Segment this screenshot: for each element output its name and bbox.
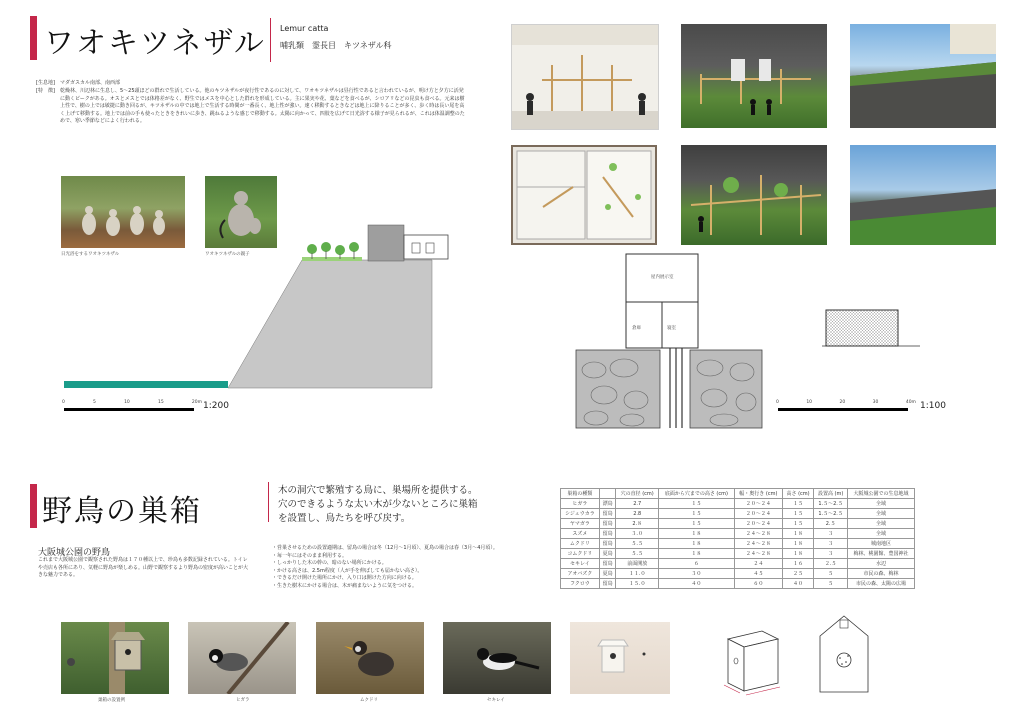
site-photo-1: [850, 24, 996, 128]
scale-tick: 20m: [191, 400, 202, 405]
lead-line: 木の洞穴で繁殖する鳥に、巣場所を提供する。: [278, 485, 478, 496]
model-perspective-figure: [681, 145, 827, 245]
cell: 全域: [848, 519, 915, 529]
cell: 市民の森、太陽の広場: [848, 579, 915, 589]
cell: 留鳥: [599, 509, 616, 519]
cell: ５: [814, 569, 848, 579]
cell: 市民の森、梅林: [848, 569, 915, 579]
scale-tick: 30: [872, 400, 879, 405]
nestbox-example-photo: [61, 622, 169, 694]
cell: 留鳥: [599, 579, 616, 589]
birds-subtitle: 大阪城公園の野鳥: [38, 548, 111, 558]
table-header-row: [561, 489, 915, 499]
classification: 哺乳類 霊長目 キツネザル科: [280, 41, 392, 50]
plan-label-storage: 倉庫: [632, 326, 641, 331]
table-header: 巣箱の種類: [561, 489, 600, 499]
habitat-label: [生息地]: [36, 80, 55, 86]
mukudori-bird-figure: [316, 622, 424, 694]
birds-title: 野鳥の巣箱: [42, 494, 202, 529]
cell: 前面開放: [616, 559, 658, 569]
cell: ２０〜２４: [734, 499, 782, 509]
cell: セキレイ: [561, 559, 600, 569]
cell: シジュウカラ: [561, 509, 600, 519]
cell: １８: [658, 529, 734, 539]
cell: 夏鳥: [599, 569, 616, 579]
table-header: 穴の直径 (cm): [616, 489, 658, 499]
table-header: 高さ (cm): [782, 489, 813, 499]
cell: 城南地区: [848, 539, 915, 549]
note-item: ・営巣させるための設置適期は、留鳥の場合は冬（12月〜1月頃）、夏鳥の場合は春（3月〜4月頃）。: [272, 545, 498, 551]
cell: １５: [658, 519, 734, 529]
model-section-figure: [512, 25, 658, 129]
cell: ６: [658, 559, 734, 569]
table-row: [561, 579, 915, 589]
cell: １８: [782, 529, 813, 539]
section-scale-bar: [64, 408, 194, 411]
plan-scale-ticks: [776, 400, 916, 405]
cell: １５: [658, 509, 734, 519]
table-header: 大阪城公園での生息地域: [848, 489, 915, 499]
table-row: [561, 569, 915, 579]
cell: スズメ: [561, 529, 600, 539]
cell: 2.５: [814, 519, 848, 529]
wall-garden-figure: [850, 145, 996, 245]
habitat-value: マダガスカル南部、南西部: [60, 80, 121, 86]
note-item: ・毎一年にはそのまま利用する。: [272, 552, 348, 559]
site-photo-2: [850, 145, 996, 245]
cell: ２４〜２８: [734, 529, 782, 539]
higara-bird-figure: [188, 622, 296, 694]
cell: アオバズク: [561, 569, 600, 579]
cell: １５: [782, 499, 813, 509]
scale-tick: 15: [157, 400, 164, 405]
cell: ２０〜２４: [734, 519, 782, 529]
water-strip: [64, 381, 228, 388]
cell: １８: [658, 539, 734, 549]
nestbox-table: [560, 488, 915, 589]
scale-tick: 10: [124, 400, 130, 405]
sekirei-photo: [443, 622, 551, 694]
cell: 留鳥: [599, 529, 616, 539]
cell: コムクドリ: [561, 549, 600, 559]
cell: １６: [782, 559, 813, 569]
model-structure-figure: [681, 24, 827, 128]
scale-tick: 20: [839, 400, 846, 405]
photo-caption: 巣箱の設置例: [98, 698, 125, 703]
scale-tick: 40m: [905, 400, 916, 405]
table-header: 底面から穴までの高さ (cm): [658, 489, 734, 499]
lemur-enclosure-section: [60, 215, 480, 390]
cell: 1.５〜2.５: [814, 509, 848, 519]
table-row: [561, 519, 915, 529]
cell: ５: [814, 579, 848, 589]
cell: ２４〜２８: [734, 549, 782, 559]
cell: 留鳥: [599, 559, 616, 569]
plan-label-indoor: 屋内展示室: [651, 275, 674, 280]
cell: ４０: [782, 579, 813, 589]
note-item: ・できるだけ開けた場所にかけ、入り口は開けた方向に向ける。: [272, 575, 417, 581]
cell: ２.５: [814, 559, 848, 569]
higara-photo: [188, 622, 296, 694]
cell: ３.０: [616, 529, 658, 539]
cell: １５: [782, 519, 813, 529]
section-scale-ticks: [62, 400, 202, 405]
cell: 梅林、桃園館、豊国神社: [848, 549, 915, 559]
scale-tick: 0: [776, 400, 779, 405]
cell: 漂鳥: [599, 499, 616, 509]
lead-divider: [268, 482, 269, 522]
scale-tick: 5: [93, 400, 96, 405]
nestbox-on-tree-figure: [61, 622, 169, 694]
birds-lead: [278, 484, 478, 526]
cell: ４０: [658, 579, 734, 589]
photo1-caption: 日光浴をするワオキツネザル: [61, 252, 120, 257]
cell: １５: [782, 509, 813, 519]
cell: ２５: [782, 569, 813, 579]
model-photo-1: [511, 24, 659, 130]
nestbox-dimension-drawing: [718, 625, 788, 697]
cell: フクロウ: [561, 579, 600, 589]
cell: ４５: [734, 569, 782, 579]
nestbox-front-drawing: [814, 612, 874, 698]
cell: ヤマガラ: [561, 519, 600, 529]
cell: ６０: [734, 579, 782, 589]
cell: 全域: [848, 529, 915, 539]
lemur-title: ワオキツネザル: [44, 26, 266, 61]
sekirei-bird-figure: [443, 622, 551, 694]
model-photo-3: [511, 145, 657, 245]
latin-name: Lemur catta: [280, 24, 329, 33]
cell: 2.8: [616, 509, 658, 519]
cell: 留鳥: [599, 519, 616, 529]
plan-label-bedroom: 寝室: [667, 326, 676, 331]
castle-wall-figure: [850, 24, 996, 128]
title-accent-bar: [30, 16, 37, 60]
cell: １５: [658, 499, 734, 509]
cell: ヒガラ: [561, 499, 600, 509]
photo2-caption: ワオキツネザルの親子: [205, 252, 250, 257]
title-divider: [270, 18, 271, 62]
table-row: [561, 559, 915, 569]
plan-scale-label: 1:100: [920, 401, 946, 411]
table-row: [561, 509, 915, 519]
cell: 1.５〜2.５: [814, 499, 848, 509]
table-row: [561, 549, 915, 559]
table-header: [599, 489, 616, 499]
table-header: 幅・奥行き (cm): [734, 489, 782, 499]
cell: ２４: [734, 559, 782, 569]
cell: ３: [814, 529, 848, 539]
scale-tick: 10: [806, 400, 813, 405]
model-photo-2: [681, 24, 827, 128]
photo-caption: セキレイ: [487, 698, 505, 703]
birds-notes: [272, 545, 512, 590]
section-scale-label: 1:200: [203, 401, 229, 411]
nestbox-model-photo: [570, 622, 670, 694]
table-row: [561, 529, 915, 539]
photo-caption: ムクドリ: [360, 698, 378, 703]
cell: １８: [782, 549, 813, 559]
cell: ３: [814, 539, 848, 549]
photo-caption: ヒガラ: [236, 698, 250, 703]
cell: １１.０: [616, 569, 658, 579]
cell: ３０: [658, 569, 734, 579]
cell: ５.５: [616, 549, 658, 559]
lead-line: 穴のできるような太い木が少ないところに巣箱: [278, 499, 478, 510]
birds-intro: これまで大阪城公園で観察された野鳥は１７０種以上で、珍鳥も多数記録されている。トイレや売店も各所にあり、気軽に野鳥が楽しめる。山野で観察するより野鳥の密度が高いことが大きな魅力である。: [38, 557, 249, 578]
model-plan-figure: [513, 147, 655, 243]
table-row: [561, 499, 915, 509]
model-photo-4: [681, 145, 827, 245]
feature-text: 乾燥林、川辺林に生息し、5〜25頭ほどの群れで生活している。他のキツネザルが夜行性であるのに対して、ワオキツネザルは昼行性であると言われているが、明け方と夕方に活発に動くピークがある。オスとメスとでは体格差がなく、野生ではメスを中心とした群れを形成している。主に果実や花、葉などを食べるが、シロアリなどの昆虫も食べる。元来は樹上性で、樹の上では敏捷に動き回るが、キツネザルの中では地上で生活する時間が一番長く、地上性が強い。速く移動するときなどは地上に降りることが多く、歩く時は長い尾を高く上げて移動する。地上では前の手も使ったときをきれいに歩き、跳ねるような感じで移動する。太陽に向かって、四肢を広げて日光浴する様子が見られるが、これは体温調整のためで、寒い季節などによく行われる。: [60, 88, 465, 124]
cell: ２４〜２８: [734, 539, 782, 549]
cell: １８: [782, 539, 813, 549]
cell: 2.８: [616, 519, 658, 529]
title-accent-bar: [30, 484, 37, 528]
scale-tick: 0: [62, 400, 65, 405]
cell: 2.7: [616, 499, 658, 509]
note-item: ・生きた樹木にかける場合は、木が痛まないように気をつける。: [272, 582, 418, 589]
cell: 全域: [848, 509, 915, 519]
table-row: [561, 539, 915, 549]
cell: ２０〜２４: [734, 509, 782, 519]
nestbox-model-figure: [570, 622, 670, 694]
table-header: 設置高 (m): [814, 489, 848, 499]
cell: ３: [814, 549, 848, 559]
cell: 留鳥: [599, 539, 616, 549]
mesh-elevation: [822, 308, 922, 350]
mukudori-photo: [316, 622, 424, 694]
cell: 全域: [848, 499, 915, 509]
cell: １５.０: [616, 579, 658, 589]
cell: 水辺: [848, 559, 915, 569]
lead-line: を設置し、鳥たちを呼び戻す。: [278, 513, 411, 524]
cell: 夏鳥: [599, 549, 616, 559]
note-item: ・かける高さは、2.5m程度（人が手を伸ばしても届かない高さ）。: [272, 567, 423, 574]
plan-scale-bar: [778, 408, 908, 411]
cell: ムクドリ: [561, 539, 600, 549]
feature-label: [特 徴]: [36, 88, 55, 94]
cell: ５.５: [616, 539, 658, 549]
cell: １８: [658, 549, 734, 559]
note-item: ・しっかりした木の幹の、暗のない場所にかける。: [272, 560, 387, 566]
